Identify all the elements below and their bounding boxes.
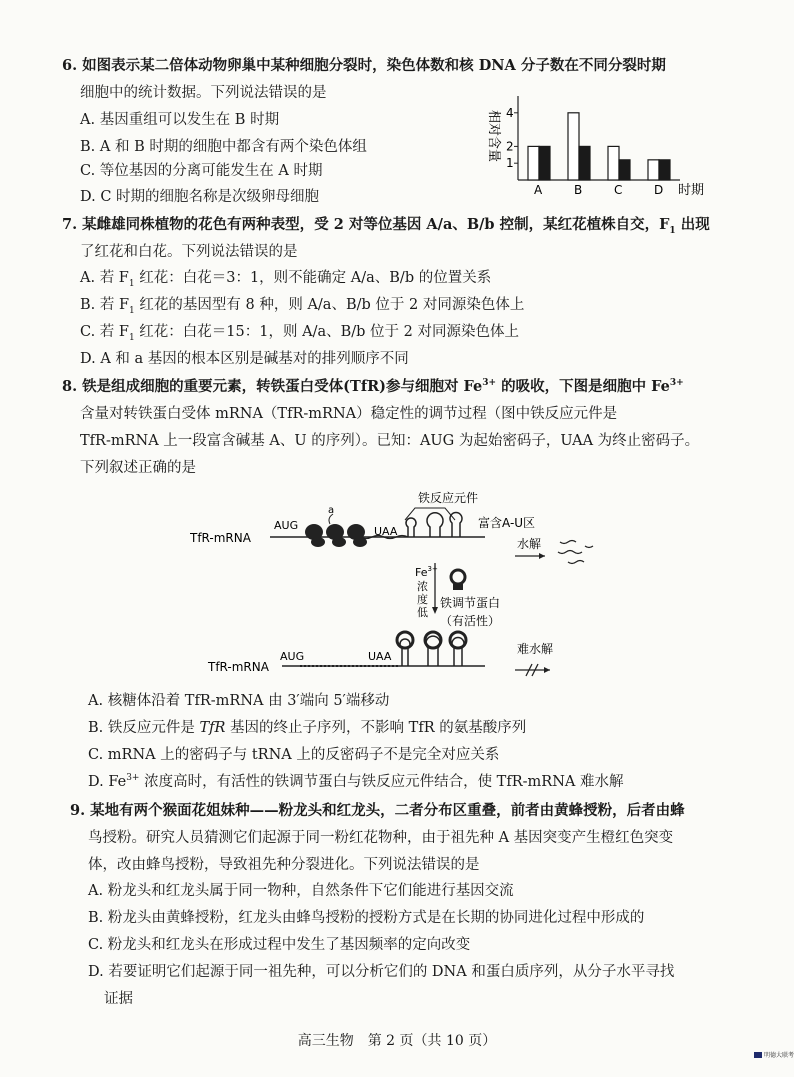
degraded-mrna-fragments — [558, 541, 593, 564]
bar-D-series1 — [648, 160, 659, 180]
uaa-codon-top: UAA — [374, 525, 398, 538]
q8-option-d: D. $Fe^{3+}$ 浓度高时，有活性的铁调节蛋白与铁反应元件结合，使 TfR-mRNA 难水解 — [88, 773, 624, 790]
arrow-head — [544, 667, 550, 673]
aug-codon-top: AUG — [274, 519, 299, 532]
x-tick-label: D — [654, 183, 664, 197]
q9-option-b: B. 粉龙头由黄蜂授粉，红龙头由蜂鸟授粉的授粉方式是在长期的协同进化过程中形成的 — [88, 910, 645, 926]
q8-stem-line2: 含量对转铁蛋白受体 mRNA（TfR-mRNA）稳定性的调节过程（图中铁反应元件是 — [80, 406, 618, 422]
q6-option-b: B. A 和 B 时期的细胞中都含有两个染色体组 — [80, 139, 367, 155]
label-a: a — [328, 505, 335, 516]
q8-option-c: C. mRNA 上的密码子与 tRNA 上的反密码子不是完全对应关系 — [88, 747, 500, 763]
q7-option-b: B. 若 $F_1$ 红花的基因型有 8 种，则 A/a、B/b 位于 2 对同源染色体上 — [80, 297, 525, 316]
q9-stem-line3: 体，改由蜂鸟授粉，导致祖先种分裂进化。下列说法错误的是 — [88, 857, 480, 873]
bar-A-series2 — [539, 146, 550, 180]
x-axis-label: 时期 — [678, 183, 705, 198]
concentration-char-3: 低 — [417, 606, 428, 619]
bar-D-series2 — [659, 160, 670, 180]
watermark-logo-icon — [754, 1052, 762, 1058]
hairpin-loop-icon — [406, 513, 462, 537]
bar-A-series1 — [528, 146, 539, 180]
ribosome-icon — [326, 524, 346, 547]
x-tick-label: B — [574, 183, 583, 197]
q8-option-b: B. 铁反应元件是 TfR 基因的终止子序列，不影响 TfR 的氨基酸序列 — [88, 720, 527, 736]
arrow-head — [539, 553, 545, 559]
ribosome-icon — [305, 524, 325, 547]
q9-stem-line1: 9. 某地有两个猴面花姐妹种——粉龙头和红龙头，二者分布区重叠，前者由黄蜂授粉，后者由蜂 — [70, 802, 685, 819]
q8-stem-line1: 8. 铁是组成细胞的重要元素，转铁蛋白受体(TfR)参与细胞对 $Fe^{3+}$ 的吸收，下图是细胞中 $Fe^{3+}$ — [62, 378, 684, 395]
q6-stem-line1: 6. 如图表示某二倍体动物卵巢中某种细胞分裂时，染色体数和核 DNA 分子数在不同分裂时期 — [62, 57, 666, 74]
mrna-label-top: TfR-mRNA — [190, 531, 251, 545]
aug-codon-bottom: AUG — [280, 650, 305, 663]
publisher-watermark — [754, 1050, 794, 1059]
y-axis-label-text: 相对含量 — [486, 110, 501, 163]
protein-bound-hairpin-icon — [400, 636, 464, 666]
ribosome-icon — [347, 524, 367, 547]
y-tick-label: 1 — [506, 156, 514, 171]
uaa-codon-bottom: UAA — [368, 650, 392, 663]
q7-option-a: A. 若 $F_1$ 红花：白花＝3：1，则不能确定 A/a、B/b 的位置关系 — [80, 270, 492, 289]
arrow-head — [432, 607, 438, 614]
bar-B-series2 — [579, 146, 590, 180]
q7-stem-line2: 了红花和白花。下列说法错误的是 — [80, 244, 298, 260]
y-tick-label: 4 — [506, 105, 514, 120]
iron-regulatory-protein-label: 铁调节蛋白 — [440, 596, 501, 610]
q6-option-d: D. C 时期的细胞名称是次级卵母细胞 — [80, 189, 320, 205]
y-tick-label: 2 — [506, 139, 514, 154]
active-label: （有活性） — [440, 614, 501, 628]
concentration-char-2: 度 — [417, 593, 428, 606]
q6-stem-line2: 细胞中的统计数据。下列说法错误的是 — [80, 85, 327, 101]
hard-hydrolysis-label: 难水解 — [517, 642, 554, 656]
q9-option-d-line2: 证据 — [104, 991, 133, 1007]
q9-stem-line2: 鸟授粉。研究人员猜测它们起源于同一粉红花物种，由于祖先种 A 基因突变产生橙红色突变 — [88, 830, 674, 846]
hydrolysis-label: 水解 — [517, 537, 542, 551]
x-tick-label: A — [534, 183, 543, 197]
q9-option-c: C. 粉龙头和红龙头在形成过程中发生了基因频率的定向改变 — [88, 937, 471, 953]
bar-B-series1 — [568, 113, 579, 180]
iron-regulatory-protein-icon — [451, 570, 465, 590]
chromosome-dna-bar-chart — [480, 88, 710, 203]
au-rich-region-label: 富含A-U区 — [478, 516, 536, 530]
mrna-label-bottom: TfR-mRNA — [208, 660, 269, 674]
watermark-text: 明德大联考 — [764, 1052, 794, 1059]
q6-option-a: A. 基因重组可以发生在 B 时期 — [80, 112, 280, 128]
q9-option-d-line1: D. 若要证明它们起源于同一祖先种，可以分析它们的 DNA 和蛋白质序列，从分子水平寻找 — [88, 964, 675, 980]
tfr-mrna-regulation-diagram — [190, 480, 630, 690]
q8-stem-line3: TfR-mRNA 上一段富含碱基 A、U 的序列）。已知：AUG 为起始密码子，UAA 为终止密码子。 — [80, 433, 700, 449]
bar-C-series2 — [619, 160, 630, 180]
q7-stem-line1: 7. 某雌雄同株植物的花色有两种表型，受 2 对等位基因 A/a、B/b 控制，某红花植株自交，$F_1$ 出现 — [62, 216, 710, 236]
iron-response-element-label: 铁反应元件 — [418, 491, 479, 505]
q7-option-c: C. 若 $F_1$ 红花：白花＝15：1，则 A/a、B/b 位于 2 对同源染色体上 — [80, 324, 519, 343]
fe-label: $Fe^{3+}$ — [415, 565, 438, 579]
bar-C-series1 — [608, 146, 619, 180]
y-axis-label — [486, 110, 502, 162]
q8-option-a: A. 核糖体沿着 TfR-mRNA 由 3′端向 5′端移动 — [88, 693, 390, 709]
q9-option-a: A. 粉龙头和红龙头属于同一物种，自然条件下它们能进行基因交流 — [88, 883, 514, 899]
q7-option-d: D. A 和 a 基因的根本区别是碱基对的排列顺序不同 — [80, 351, 409, 367]
q8-stem-line4: 下列叙述正确的是 — [80, 460, 196, 476]
concentration-char-1: 浓 — [417, 580, 428, 593]
q6-option-c: C. 等位基因的分离可能发生在 A 时期 — [80, 163, 323, 179]
page-footer: 高三生物 第 2 页（共 10 页） — [297, 1033, 497, 1049]
x-tick-label: C — [614, 183, 623, 197]
